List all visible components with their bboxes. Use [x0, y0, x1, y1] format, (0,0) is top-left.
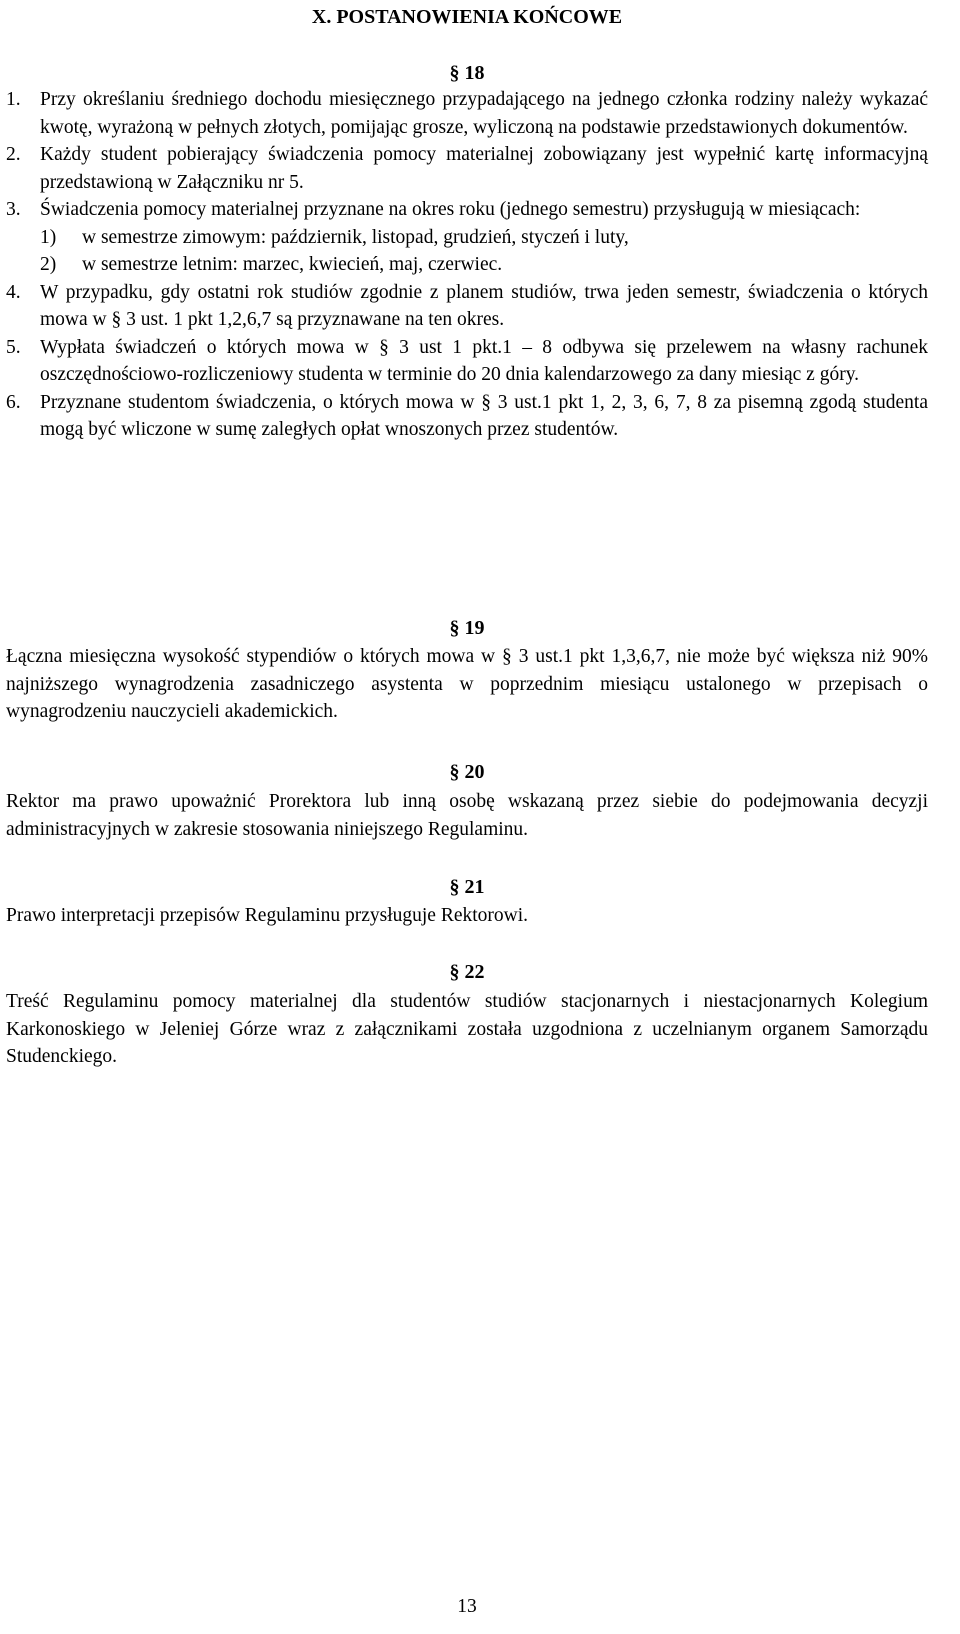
list-item [6, 389, 928, 444]
list-item-number: 4. [6, 281, 21, 303]
sub-list-item-text: w semestrze letnim: marzec, kwiecień, maj, czerwiec. [82, 254, 503, 275]
list-item [6, 334, 928, 389]
list-item [6, 141, 928, 196]
sub-list-item [40, 224, 928, 252]
list-item [6, 196, 928, 279]
list-item-text: Każdy student pobierający świadczenia pomocy materialnej zobowiązany jest wypełnić kartę informacyjną przedstawioną w Załączniku nr 5. [40, 144, 928, 193]
list-item-text: Świadczenia pomocy materialnej przyznane na okres roku (jednego semestru) przysługują w miesiącach: [40, 199, 861, 220]
list-item-text: W przypadku, gdy ostatni rok studiów zgodnie z planem studiów, trwa jeden semestr, świadczenia o których mowa w § 3 ust. 1 pkt 1,2,6,7 są przyznawane na ten okres. [40, 281, 928, 330]
section-heading-20: § 20 [449, 761, 485, 783]
document-page [6, 0, 928, 1634]
list-item [6, 86, 928, 141]
page-number: 13 [457, 1596, 477, 1617]
sub-list-item [40, 251, 928, 279]
sub-list-item-number: 2) [40, 254, 57, 275]
sub-list-item-text: w semestrze zimowym: październik, listopad, grudzień, styczeń i luty, [82, 226, 629, 248]
section-18-body [6, 86, 928, 444]
chapter-title: X. POSTANOWIENIA KOŃCOWE [311, 6, 623, 28]
list-item-text: Przyznane studentom świadczenia, o których mowa w § 3 ust.1 pkt 1, 2, 3, 6, 7, 8 za pisemną zgodą studenta mogą być wliczone w sumę zaległych opłat wnoszonych przez studentów. [40, 391, 928, 440]
sub-list [40, 224, 928, 279]
section-21-paragraph: Prawo interpretacji przepisów Regulaminu przysługuje Rektorowi. [6, 905, 529, 926]
list-item-number: 6. [6, 391, 21, 413]
section-22-paragraph: Treść Regulaminu pomocy materialnej dla studentów studiów stacjonarnych i niestacjonarnych Kolegium Karkonoskiego w Jeleniej Górze wraz z załącznikami została uzgodniona z uczelnianym organem Samorządu Studenckiego. [6, 991, 928, 1067]
sub-list-item-number: 1) [40, 226, 57, 248]
list-item-number: 1. [6, 89, 21, 110]
list-item-number: 5. [6, 336, 21, 358]
section-heading-19: § 19 [449, 617, 485, 639]
list-item-text: Wypłata świadczeń o których mowa w § 3 ust 1 pkt.1 – 8 odbywa się przelewem na własny rachunek oszczędnościowo-rozliczeniowy studenta w terminie do 20 dnia kalendarzowego za dany miesiąc z góry. [40, 336, 928, 385]
section-20-paragraph: Rektor ma prawo upoważnić Prorektora lub inną osobę wskazaną przez siebie do podejmowania decyzji administracyjnych w zakresie stosowania niniejszego Regulaminu. [6, 791, 928, 840]
section-heading-21: § 21 [449, 876, 485, 898]
list-item [6, 279, 928, 334]
section-heading-18: § 18 [449, 62, 485, 84]
list-item-number: 2. [6, 144, 21, 165]
list-item-number: 3. [6, 199, 21, 220]
section-19-paragraph: Łączna miesięczna wysokość stypendiów o których mowa w § 3 ust.1 pkt 1,3,6,7, nie może być większa niż 90% najniższego wynagrodzenia zasadniczego asystenta w poprzednim miesiącu ustalonego w przepisach o wynagrodzeniu nauczycieli akademickich. [6, 646, 928, 722]
list-item-text: Przy określaniu średniego dochodu miesięcznego przypadającego na jednego członka rodziny należy wykazać kwotę, wyrażoną w pełnych złotych, pomijając grosze, wyliczoną na podstawie przedstawionych dokumentów. [40, 89, 928, 138]
section-heading-22: § 22 [449, 961, 485, 983]
